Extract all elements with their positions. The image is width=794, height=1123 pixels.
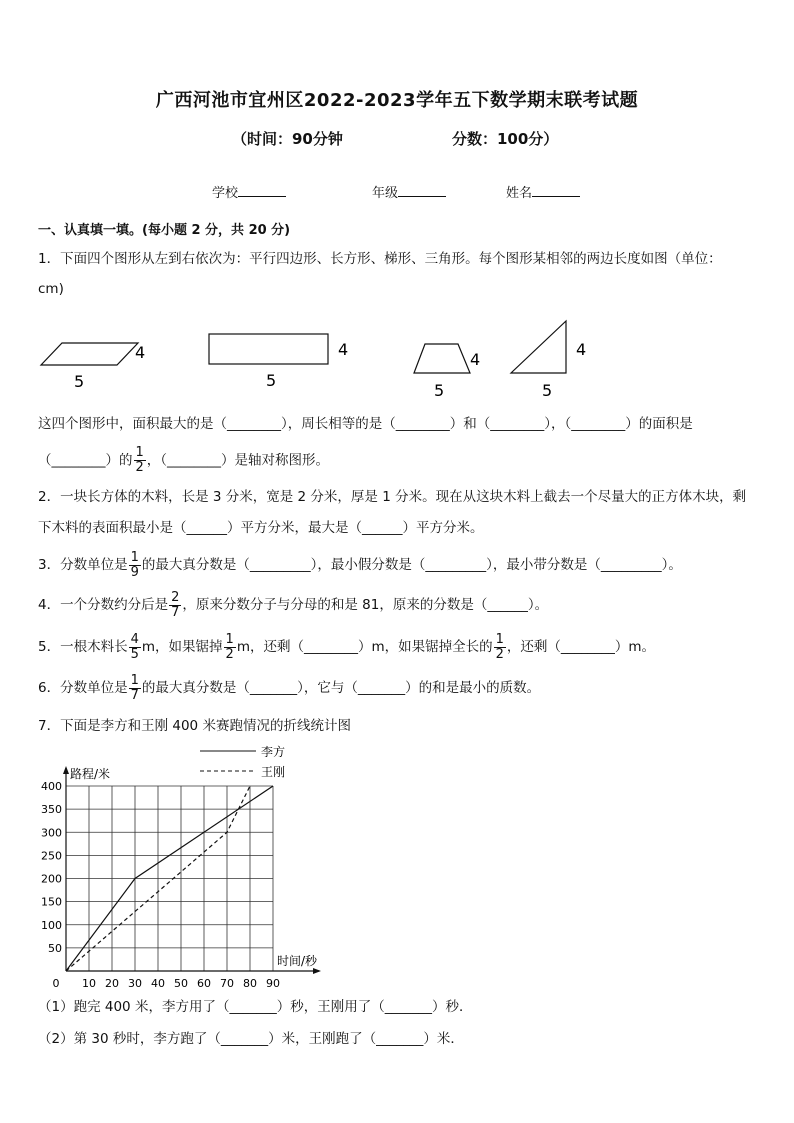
trapezoid-side-label: 4 bbox=[470, 350, 481, 369]
y-tick-label: 50 bbox=[48, 941, 62, 955]
chart-ticks bbox=[41, 780, 280, 990]
q5-frac2-num: 1 bbox=[225, 631, 234, 647]
race-line-chart bbox=[30, 740, 340, 990]
q4-fraction bbox=[169, 591, 181, 620]
chart-grid bbox=[66, 786, 273, 971]
y-tick-label: 400 bbox=[41, 780, 62, 793]
x-tick-label: 80 bbox=[243, 977, 257, 990]
x-tick-label: 20 bbox=[105, 977, 119, 990]
q7-sub1: （1）跑完 400 米，李方用了（_______）秒，王刚用了（_______）秒． bbox=[38, 999, 473, 1015]
grade-label: 年级 bbox=[372, 186, 399, 201]
chart-legend bbox=[200, 744, 285, 779]
grade-field bbox=[372, 182, 446, 201]
q4-text-b: ，原来分数分子与分母的和是 81，原来的分数是（______）。 bbox=[182, 597, 549, 613]
q6-line bbox=[38, 673, 540, 703]
section-heading: 一、认真填一填。(每小题 2 分，共 20 分) bbox=[38, 223, 291, 238]
chart-ylabel: 路程/米 bbox=[70, 767, 111, 781]
q1-line2-a: （________）的 bbox=[38, 452, 133, 469]
x-tick-label: 0 bbox=[52, 977, 60, 990]
q4-text-a: 4．一个分数约分后是 bbox=[38, 597, 169, 613]
school-field bbox=[212, 182, 286, 201]
q5-fraction-2 bbox=[224, 633, 236, 662]
q1-frac-num: 1 bbox=[135, 445, 144, 460]
name-blank[interactable] bbox=[532, 184, 580, 197]
q5-frac3-den: 2 bbox=[495, 646, 504, 662]
parallelogram-figure bbox=[41, 343, 145, 391]
rectangle-side-label: 4 bbox=[338, 340, 349, 359]
q3-frac-den: 9 bbox=[130, 564, 139, 580]
q1-frac-den: 2 bbox=[135, 460, 144, 475]
name-field bbox=[506, 182, 580, 201]
q4-line bbox=[38, 590, 548, 620]
q5-text-a: 5．一根木料长 bbox=[38, 639, 128, 655]
y-tick-label: 200 bbox=[41, 872, 62, 886]
legend-label: 李方 bbox=[261, 745, 286, 759]
y-tick-label: 250 bbox=[41, 849, 62, 863]
triangle-base-label: 5 bbox=[542, 381, 553, 400]
q1-line2 bbox=[38, 446, 329, 475]
page-title: 广西河池市宜州区2022-2023学年五下数学期末联考试题 bbox=[155, 90, 639, 111]
q7-intro: 7．下面是李方和王刚 400 米赛跑情况的折线统计图 bbox=[38, 718, 351, 734]
x-tick-label: 10 bbox=[82, 977, 96, 990]
legend-label: 王刚 bbox=[261, 765, 286, 779]
exam-score: 分数：100分） bbox=[452, 130, 559, 148]
triangle-side-label: 4 bbox=[576, 340, 587, 359]
name-label: 姓名 bbox=[506, 186, 533, 201]
q5-text-b: m，如果锯掉 bbox=[141, 639, 223, 655]
q3-fraction bbox=[129, 551, 141, 580]
q3-text-b: 的最大真分数是（_________），最小假分数是（_________），最小带分数是（_________）。 bbox=[141, 557, 682, 573]
y-tick-label: 100 bbox=[41, 918, 62, 932]
q5-frac1-num: 4 bbox=[130, 631, 139, 647]
q1-fraction bbox=[134, 446, 146, 475]
chart-axes bbox=[63, 766, 321, 974]
y-tick-label: 150 bbox=[41, 895, 62, 909]
q5-frac2-den: 2 bbox=[225, 646, 234, 662]
q5-line bbox=[38, 632, 655, 662]
exam-time: （时间：90分钟 bbox=[232, 130, 343, 148]
q3-text-a: 3．分数单位是 bbox=[38, 557, 128, 573]
x-tick-label: 90 bbox=[266, 977, 280, 990]
y-tick-label: 350 bbox=[41, 803, 62, 817]
q6-text-b: 的最大真分数是（_______），它与（_______）的和是最小的质数。 bbox=[141, 680, 541, 696]
q6-text-a: 6．分数单位是 bbox=[38, 680, 128, 696]
q1-text-b: cm) bbox=[38, 281, 64, 297]
q1-text-a: 1．下面四个图形从左到右依次为：平行四边形、长方形、梯形、三角形。每个图形某相邻的两边长度如图（单位： bbox=[38, 251, 722, 267]
q2-line2: 下木料的表面积最小是（______）平方分米，最大是（______）平方分米。 bbox=[38, 520, 484, 536]
trapezoid-base-label: 5 bbox=[434, 381, 445, 400]
q5-fraction-3 bbox=[494, 633, 506, 662]
y-tick-label: 300 bbox=[41, 826, 62, 840]
q4-frac-num: 2 bbox=[171, 589, 180, 605]
triangle-figure bbox=[511, 321, 586, 400]
school-blank[interactable] bbox=[238, 184, 286, 197]
y-axis-arrow bbox=[63, 766, 69, 774]
q6-frac-den: 7 bbox=[130, 687, 139, 703]
parallelogram-side-label: 4 bbox=[135, 343, 146, 362]
q5-text-d: ，还剩（________）m。 bbox=[506, 639, 656, 655]
x-tick-label: 70 bbox=[220, 977, 234, 990]
q5-fraction-1 bbox=[129, 633, 141, 662]
x-tick-label: 30 bbox=[128, 977, 142, 990]
q5-frac3-num: 1 bbox=[495, 631, 504, 647]
chart-xlabel: 时间/秒 bbox=[277, 954, 318, 968]
q6-frac-num: 1 bbox=[130, 672, 139, 688]
trapezoid-figure bbox=[414, 344, 480, 400]
x-tick-label: 40 bbox=[151, 977, 165, 990]
rectangle-base-label: 5 bbox=[266, 371, 277, 390]
q4-frac-den: 7 bbox=[171, 604, 180, 620]
q5-text-c: m，还剩（________）m，如果锯掉全长的 bbox=[236, 639, 493, 655]
q1-line2-b: ，（________）是轴对称图形。 bbox=[146, 452, 330, 469]
school-label: 学校 bbox=[212, 186, 239, 201]
x-tick-label: 50 bbox=[174, 977, 188, 990]
q1-shapes bbox=[0, 310, 794, 405]
q7-sub2: （2）第 30 秒时，李方跑了（_______）米，王刚跑了（_______）米． bbox=[38, 1031, 464, 1047]
q2-line1: 2．一块长方体的木料，长是 3 分米，宽是 2 分米，厚是 1 分米。现在从这块木料上截去一个尽量大的正方体木块，剩 bbox=[38, 489, 747, 505]
q3-frac-num: 1 bbox=[130, 549, 139, 565]
q5-frac1-den: 5 bbox=[130, 646, 139, 662]
grade-blank[interactable] bbox=[398, 184, 446, 197]
parallelogram-base-label: 5 bbox=[74, 372, 85, 391]
rectangle-figure bbox=[209, 334, 348, 390]
q6-fraction bbox=[129, 674, 141, 703]
x-tick-label: 60 bbox=[197, 977, 211, 990]
q3-line bbox=[38, 550, 682, 580]
x-axis-arrow bbox=[313, 968, 321, 974]
q1-line1: 这四个图形中，面积最大的是（________），周长相等的是（________）和（________），（________）的面积是 bbox=[38, 416, 693, 432]
